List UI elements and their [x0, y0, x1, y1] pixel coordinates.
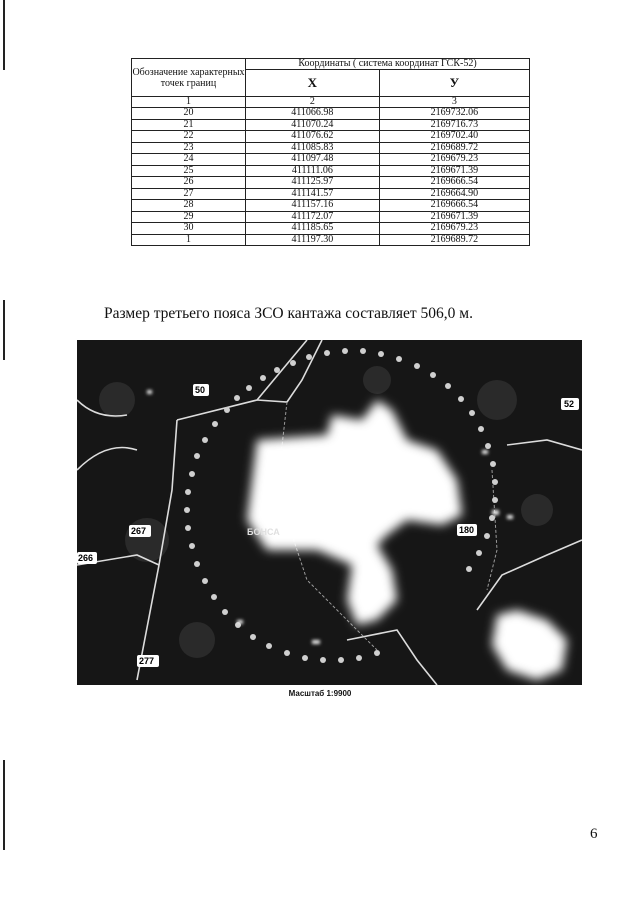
point-id: 28: [132, 200, 246, 212]
column-number: 1: [132, 97, 246, 108]
point-id: 27: [132, 188, 246, 200]
point-id: 20: [132, 108, 246, 120]
map-scale-caption: Масштаб 1:9900: [288, 689, 352, 698]
x-coordinate: 411111.06: [246, 165, 380, 177]
map-label-180: 180: [459, 525, 475, 535]
table-row: [132, 211, 530, 223]
y-coordinate: 2169664.90: [379, 188, 529, 200]
map-label-266: 266: [78, 553, 94, 563]
point-id: 25: [132, 165, 246, 177]
table-row: [132, 165, 530, 177]
x-coordinate: 411185.65: [246, 223, 380, 235]
point-id: 21: [132, 119, 246, 131]
table-row: [132, 234, 530, 246]
x-coordinate: 411172.07: [246, 211, 380, 223]
table-row: [132, 108, 530, 120]
table-row: [132, 223, 530, 235]
table-row: [132, 177, 530, 189]
point-id: 1: [132, 234, 246, 246]
map-label-50: 50: [195, 385, 206, 395]
point-id: 22: [132, 131, 246, 143]
page-number: 6: [590, 826, 598, 842]
y-coordinate: 2169689.72: [379, 234, 529, 246]
point-id: 29: [132, 211, 246, 223]
map-label-52: 52: [564, 399, 575, 409]
column-number: 2: [246, 97, 380, 108]
column-number: 3: [379, 97, 529, 108]
y-coordinate: 2169702.40: [379, 131, 529, 143]
y-coordinate: 2169679.23: [379, 154, 529, 166]
y-coordinate: 2169716.73: [379, 119, 529, 131]
y-coordinate: 2169671.39: [379, 211, 529, 223]
margin-rule: [3, 0, 5, 70]
x-coordinate: 411076.62: [246, 131, 380, 143]
margin-rule: [3, 300, 5, 360]
zone-map: [77, 340, 582, 685]
table-row: [132, 154, 530, 166]
x-header: X: [246, 70, 380, 97]
table-row: [132, 119, 530, 131]
coordinates-header: Координаты ( система координат ГСК-52): [246, 59, 530, 70]
y-coordinate: 2169671.39: [379, 165, 529, 177]
y-coordinate: 2169666.54: [379, 177, 529, 189]
y-coordinate: 2169689.72: [379, 142, 529, 154]
map-label-bonsa: БОНСА: [247, 527, 280, 537]
y-coordinate: 2169732.06: [379, 108, 529, 120]
map-label-277: 277: [139, 656, 155, 666]
x-coordinate: 411085.83: [246, 142, 380, 154]
x-coordinate: 411066.98: [246, 108, 380, 120]
point-id: 30: [132, 223, 246, 235]
table-row: [132, 131, 530, 143]
x-coordinate: 411070.24: [246, 119, 380, 131]
table-row: [132, 188, 530, 200]
x-coordinate: 411197.30: [246, 234, 380, 246]
point-id: 23: [132, 142, 246, 154]
x-coordinate: 411141.57: [246, 188, 380, 200]
zone-size-text: Размер третьего пояса ЗСО кантажа составляет 506,0 м.: [104, 305, 473, 322]
margin-rule: [3, 760, 5, 850]
table-row: [132, 200, 530, 212]
point-id: 26: [132, 177, 246, 189]
x-coordinate: 411125.97: [246, 177, 380, 189]
map-label-267: 267: [131, 526, 147, 536]
x-coordinate: 411097.48: [246, 154, 380, 166]
point-designation-header: Обозначение характерных точек границ: [132, 59, 246, 97]
coordinates-table: [131, 58, 530, 246]
x-coordinate: 411157.16: [246, 200, 380, 212]
y-coordinate: 2169679.23: [379, 223, 529, 235]
point-id: 24: [132, 154, 246, 166]
map-image: [77, 340, 582, 685]
table-row: [132, 142, 530, 154]
y-coordinate: 2169666.54: [379, 200, 529, 212]
y-header: У: [379, 70, 529, 97]
